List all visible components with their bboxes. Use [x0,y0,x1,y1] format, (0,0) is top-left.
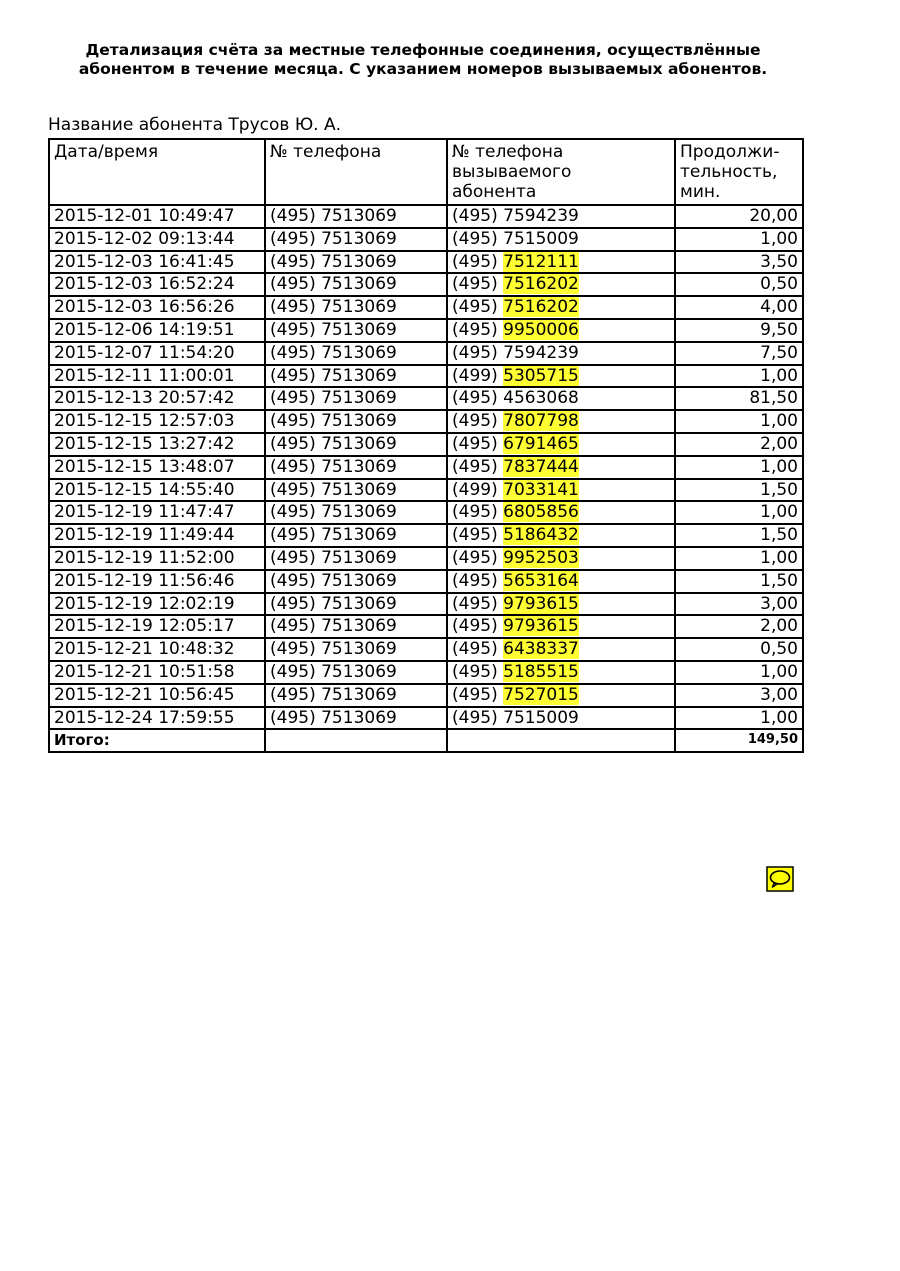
table-row [49,205,803,228]
cell-phone: (495) 7513069 [265,593,447,616]
cell-duration: 1,50 [675,570,803,593]
cell-phone: (495) 7513069 [265,707,447,730]
called-number-highlighted: 9952503 [503,547,579,568]
total-label: Итого: [49,729,265,752]
table-row [49,638,803,661]
called-number-highlighted: 7807798 [503,411,579,432]
table-header-row [49,139,803,205]
cell-datetime: 2015-12-19 12:02:19 [49,593,265,616]
table-row [49,524,803,547]
cell-datetime: 2015-12-21 10:51:58 [49,661,265,684]
table-row [49,387,803,410]
cell-phone: (495) 7513069 [265,205,447,228]
cell-datetime: 2015-12-19 12:05:17 [49,615,265,638]
total-row [49,729,803,752]
cell-phone: (495) 7513069 [265,228,447,251]
cell-duration: 2,00 [675,615,803,638]
table-row [49,365,803,388]
called-area-code: (495) [452,593,498,614]
table-row [49,570,803,593]
cell-duration: 1,00 [675,547,803,570]
called-number-highlighted: 5185515 [503,661,579,682]
cell-phone: (495) 7513069 [265,547,447,570]
cell-datetime: 2015-12-24 17:59:55 [49,707,265,730]
cell-duration: 3,00 [675,593,803,616]
cell-datetime: 2015-12-03 16:41:45 [49,251,265,274]
table-row [49,479,803,502]
total-empty-cell [265,729,447,752]
called-area-code: (495) [452,707,498,728]
header-called-line-2: вызываемого [452,162,572,182]
header-phone [265,139,447,205]
called-number: 7594239 [503,342,579,363]
called-area-code: (495) [452,616,498,637]
cell-duration: 9,50 [675,319,803,342]
cell-called-phone [447,501,675,524]
cell-phone: (495) 7513069 [265,661,447,684]
called-number-highlighted: 9793615 [503,616,579,637]
table-row [49,547,803,570]
called-number-highlighted: 5653164 [503,570,579,591]
cell-datetime: 2015-12-01 10:49:47 [49,205,265,228]
cell-phone: (495) 7513069 [265,570,447,593]
called-area-code: (495) [452,570,498,591]
cell-called-phone [447,319,675,342]
cell-phone: (495) 7513069 [265,684,447,707]
called-area-code: (495) [452,274,498,295]
cell-called-phone [447,638,675,661]
table-row [49,433,803,456]
called-number-highlighted: 5186432 [503,525,579,546]
cell-called-phone [447,479,675,502]
cell-called-phone [447,707,675,730]
cell-phone: (495) 7513069 [265,501,447,524]
cell-phone: (495) 7513069 [265,433,447,456]
cell-datetime: 2015-12-19 11:56:46 [49,570,265,593]
called-number-highlighted: 5305715 [503,365,579,386]
header-duration-line-3: мин. [680,182,721,202]
cell-called-phone [447,570,675,593]
cell-duration: 3,50 [675,251,803,274]
cell-phone: (495) 7513069 [265,365,447,388]
cell-datetime: 2015-12-19 11:47:47 [49,501,265,524]
cell-duration: 1,50 [675,479,803,502]
cell-phone: (495) 7513069 [265,251,447,274]
header-called-line-3: абонента [452,182,537,202]
cell-called-phone [447,251,675,274]
table-row [49,410,803,433]
called-area-code: (495) [452,661,498,682]
cell-called-phone [447,684,675,707]
table-row [49,251,803,274]
cell-duration: 2,00 [675,433,803,456]
cell-duration: 4,00 [675,296,803,319]
cell-datetime: 2015-12-07 11:54:20 [49,342,265,365]
header-called-phone [447,139,675,205]
cell-datetime: 2015-12-15 12:57:03 [49,410,265,433]
table-row [49,593,803,616]
called-area-code: (495) [452,228,498,249]
header-duration [675,139,803,205]
cell-called-phone [447,410,675,433]
cell-duration: 1,00 [675,365,803,388]
called-area-code: (495) [452,456,498,477]
header-datetime [49,139,265,205]
title-line-2: абонентом в течение месяца. С указанием номеров вызываемых абонентов. [78,60,768,78]
cell-phone: (495) 7513069 [265,410,447,433]
cell-datetime: 2015-12-06 14:19:51 [49,319,265,342]
cell-phone: (495) 7513069 [265,342,447,365]
cell-duration: 7,50 [675,342,803,365]
called-area-code: (495) [452,319,498,340]
called-number-highlighted: 9793615 [503,593,579,614]
cell-phone: (495) 7513069 [265,296,447,319]
called-area-code: (499) [452,479,498,500]
cell-duration: 1,00 [675,707,803,730]
cell-phone: (495) 7513069 [265,638,447,661]
table-row [49,319,803,342]
called-area-code: (495) [452,684,498,705]
cell-called-phone [447,365,675,388]
cell-duration: 0,50 [675,638,803,661]
called-number-highlighted: 9950006 [503,319,579,340]
table-row [49,501,803,524]
cell-called-phone [447,228,675,251]
table-row [49,684,803,707]
called-area-code: (495) [452,525,498,546]
cell-called-phone [447,593,675,616]
called-area-code: (495) [452,297,498,318]
cell-duration: 1,00 [675,228,803,251]
table-row [49,615,803,638]
comment-icon[interactable] [766,866,794,892]
cell-datetime: 2015-12-03 16:56:26 [49,296,265,319]
table-row [49,342,803,365]
cell-duration: 1,00 [675,456,803,479]
cell-duration: 0,50 [675,273,803,296]
called-number-highlighted: 7516202 [503,274,579,295]
called-area-code: (495) [452,342,498,363]
cell-called-phone [447,524,675,547]
cell-called-phone [447,615,675,638]
cell-phone: (495) 7513069 [265,387,447,410]
called-number-highlighted: 7512111 [503,251,579,272]
called-number-highlighted: 7516202 [503,297,579,318]
called-area-code: (495) [452,433,498,454]
called-area-code: (495) [452,206,498,226]
called-number: 4563068 [503,388,579,409]
header-called-line-1: № телефона [452,142,564,162]
cell-called-phone [447,387,675,410]
call-detail-table [48,138,804,753]
cell-called-phone [447,661,675,684]
called-number-highlighted: 6805856 [503,502,579,523]
cell-datetime: 2015-12-13 20:57:42 [49,387,265,410]
called-area-code: (499) [452,365,498,386]
cell-datetime: 2015-12-03 16:52:24 [49,273,265,296]
cell-phone: (495) 7513069 [265,615,447,638]
document-title [0,41,846,79]
called-area-code: (495) [452,251,498,272]
cell-phone: (495) 7513069 [265,273,447,296]
cell-called-phone [447,342,675,365]
cell-duration: 20,00 [675,205,803,228]
header-duration-line-1: Продолжи- [680,142,780,162]
cell-called-phone [447,456,675,479]
cell-duration: 1,00 [675,410,803,433]
called-number-highlighted: 7527015 [503,684,579,705]
cell-datetime: 2015-12-02 09:13:44 [49,228,265,251]
cell-called-phone [447,273,675,296]
header-duration-line-2: тельность, [680,162,778,182]
called-number: 7594239 [503,206,579,226]
cell-duration: 81,50 [675,387,803,410]
called-number-highlighted: 6791465 [503,433,579,454]
called-number: 7515009 [503,707,579,728]
subscriber-name: Название абонента Трусов Ю. А. [48,115,342,135]
table-row [49,661,803,684]
cell-phone: (495) 7513069 [265,524,447,547]
cell-phone: (495) 7513069 [265,319,447,342]
called-area-code: (495) [452,639,498,660]
called-area-code: (495) [452,547,498,568]
called-area-code: (495) [452,502,498,523]
cell-phone: (495) 7513069 [265,479,447,502]
table-row [49,273,803,296]
cell-called-phone [447,547,675,570]
cell-called-phone [447,296,675,319]
cell-datetime: 2015-12-21 10:48:32 [49,638,265,661]
table-row [49,296,803,319]
header-phone-label: № телефона [270,142,382,162]
table-row [49,228,803,251]
called-area-code: (495) [452,388,498,409]
cell-called-phone [447,433,675,456]
table-row [49,456,803,479]
title-line-1: Детализация счёта за местные телефонные соединения, осуществлённые [85,41,761,59]
cell-datetime: 2015-12-21 10:56:45 [49,684,265,707]
called-number-highlighted: 7837444 [503,456,579,477]
header-datetime-label: Дата/время [54,142,159,162]
called-number-highlighted: 7033141 [503,479,579,500]
table-row [49,707,803,730]
cell-datetime: 2015-12-19 11:49:44 [49,524,265,547]
cell-datetime: 2015-12-15 14:55:40 [49,479,265,502]
cell-duration: 1,00 [675,501,803,524]
cell-duration: 1,50 [675,524,803,547]
cell-datetime: 2015-12-19 11:52:00 [49,547,265,570]
cell-phone: (495) 7513069 [265,456,447,479]
cell-called-phone [447,205,675,228]
called-number-highlighted: 6438337 [503,639,579,660]
cell-duration: 1,00 [675,661,803,684]
called-area-code: (495) [452,411,498,432]
cell-datetime: 2015-12-15 13:48:07 [49,456,265,479]
cell-datetime: 2015-12-15 13:27:42 [49,433,265,456]
called-number: 7515009 [503,228,579,249]
cell-duration: 3,00 [675,684,803,707]
total-empty-cell [447,729,675,752]
total-value: 149,50 [675,729,803,752]
cell-datetime: 2015-12-11 11:00:01 [49,365,265,388]
